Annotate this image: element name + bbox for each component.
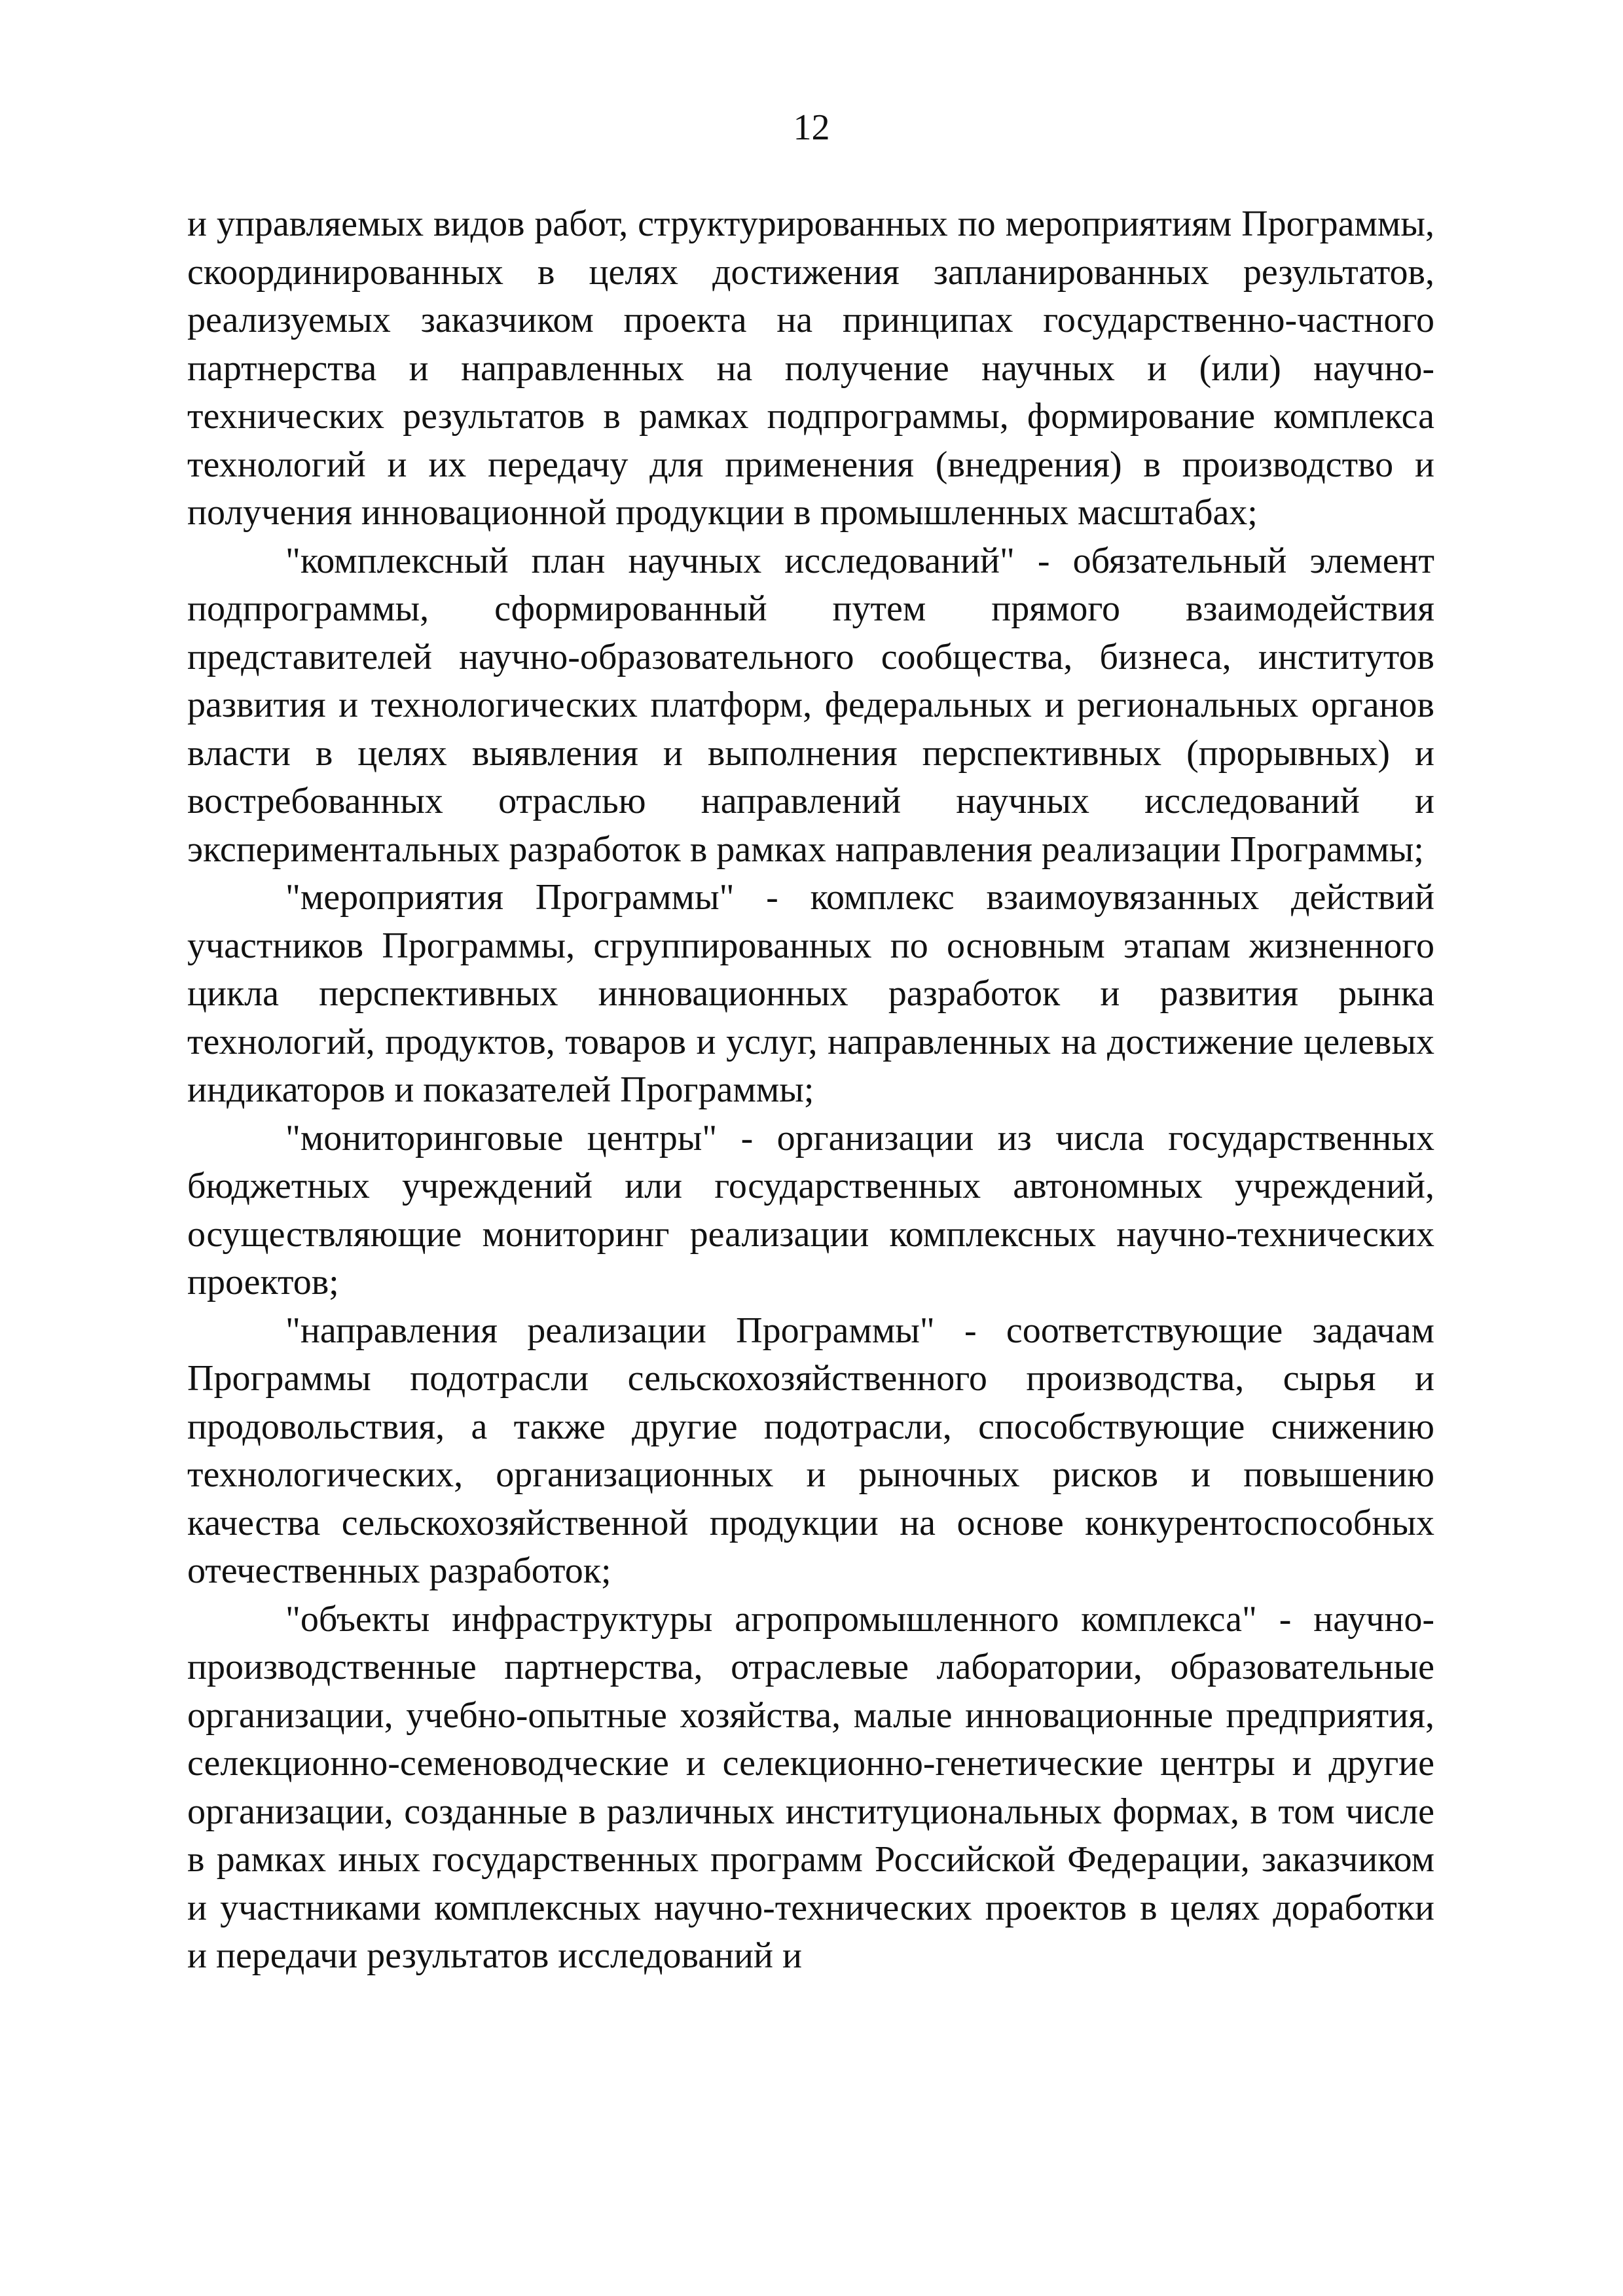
paragraph-definition-research-plan: "комплексный план научных исследований" - обязательный элемент подпрограммы, сформированный путем прямого взаимодействия представителей научно-образовательного сообщества, бизнеса, институтов развития и технологических платформ, федеральных и региональных органов власти в целях выявления и выполнения перспективных (прорывных) и востребованных отраслью направлений научных исследований и экспериментальных разработок в рамках направления реализации Программы; <box>187 540 1434 870</box>
paragraph-definition-program-measures: "мероприятия Программы" - комплекс взаимоувязанных действий участников Программы, сгруппированных по основным этапам жизненного цикла перспективных инновационных разработок и развития рынка технологий, продуктов, товаров и услуг, направленных на достижение целевых индикаторов и показателей Программы; <box>187 877 1434 1110</box>
page-number: 12 <box>793 107 830 148</box>
paragraph-continuation: и управляемых видов работ, структурированных по мероприятиям Программы, скоординированных в целях достижения запланированных результатов, реализуемых заказчиком проекта на принципах государственно-частного партнерства и направленных на получение научных и (или) научно-технических результатов в рамках подпрограммы, формирование комплекса технологий и их передачу для применения (внедрения) в производство и получения инновационной продукции в промышленных масштабах; <box>187 204 1434 533</box>
document-body <box>187 200 1434 1981</box>
paragraph-definition-program-directions: "направления реализации Программы" - соответствующие задачам Программы подотрасли сельскохозяйственного производства, сырья и продовольствия, а также другие подотрасли, способствующие снижению технологических, организационных и рыночных рисков и повышению качества сельскохозяйственной продукции на основе конкурентоспособных отечественных разработок; <box>187 1310 1434 1591</box>
paragraph-definition-infrastructure-objects: "объекты инфраструктуры агропромышленного комплекса" - научно-производственные партнерства, отраслевые лаборатории, образовательные организации, учебно-опытные хозяйства, малые инновационные предприятия, селекционно-семеноводческие и селекционно-генетические центры и другие организации, созданные в различных институциональных формах, в том числе в рамках иных государственных программ Российской Федерации, заказчиком и участниками комплексных научно-технических проектов в целях доработки и передачи результатов исследований и <box>187 1598 1434 1976</box>
paragraph-definition-monitoring-centers: "мониторинговые центры" - организации из числа государственных бюджетных учреждений или государственных автономных учреждений, осуществляющие мониторинг реализации комплексных научно-технических проектов; <box>187 1117 1434 1302</box>
